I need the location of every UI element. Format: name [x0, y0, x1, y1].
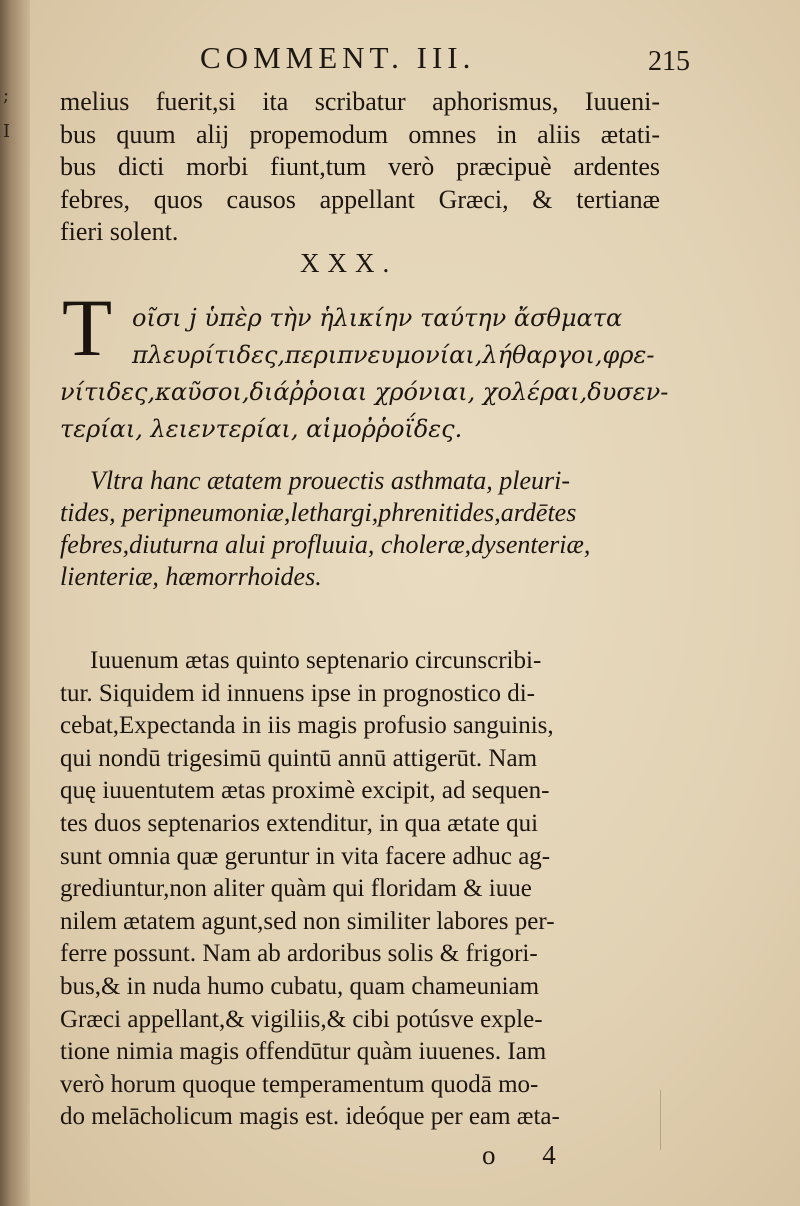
- commentary-line: Iuuenum ætas quinto septenario circunscribi-: [90, 647, 542, 674]
- commentary-line: do melācholicum magis est. ideóque per eam æta-: [60, 1103, 560, 1131]
- commentary-line: grediuntur,non aliter quàm qui floridam & iuue: [60, 875, 532, 903]
- signature-mark: o 4: [482, 1140, 576, 1170]
- paragraph-continuation: [60, 86, 660, 249]
- commentary-line: tur. Siquidem id innuens ipse in prognostico di-: [60, 679, 535, 707]
- page-number: 215: [648, 46, 690, 77]
- running-head: COMMENT. III.: [200, 40, 476, 75]
- commentary-line: qui nondū trigesimū quintū annū attigerūt. Nam: [60, 744, 538, 772]
- commentary-line: cebat,Expectanda in iis magis profusio sanguinis,: [60, 712, 554, 740]
- commentary-line: bus,& in nuda humo cubatu, quam chameuniam: [60, 972, 540, 1000]
- latin-line: Vltra hanc ætatem prouectis asthmata, pleuri-: [90, 466, 570, 495]
- commentary-line: quę iuuentutem ætas proximè excipit, ad sequen-: [60, 777, 550, 805]
- gutter-mark: ;: [3, 85, 10, 106]
- text-line: fieri solent.: [60, 217, 179, 246]
- page-header: [60, 40, 690, 80]
- commentary-line: verò horum quoque temperamentum quodā mo-: [60, 1070, 539, 1098]
- commentary-line: nilem ætatem agunt,sed non similiter labores per-: [60, 907, 555, 935]
- commentary-line: ferre possunt. Nam ab ardoribus solis & frigori-: [60, 940, 538, 968]
- commentary-line: sunt omnia quæ geruntur in vita facere adhuc ag-: [60, 842, 551, 870]
- greek-line: νίτιδες,καῦσοι,διάῤῥοιαι χρόνιαι, χολέραι,δυσεν-: [60, 378, 669, 406]
- page-crease: [660, 1090, 661, 1150]
- commentary-line: Græci appellant,& vigiliis,& cibi potúsve exple-: [60, 1005, 543, 1033]
- text-line: febres, quos causos appellant Græci, & tertianæ: [60, 184, 660, 214]
- commentary: [60, 645, 640, 1134]
- text-line: bus quum alij propemodum omnes in aliis ætati-: [60, 119, 660, 149]
- gutter-mark: I: [3, 121, 11, 142]
- greek-line: τερίαι, λειεντερίαι, αἱμοῤῥοΐδες.: [60, 415, 463, 443]
- latin-line: lienteriæ, hæmorrhoides.: [60, 562, 322, 591]
- page-gutter: [0, 0, 30, 1206]
- commentary-line: tione nimia magis offendūtur quàm iuuenes. Iam: [60, 1038, 547, 1066]
- greek-line: πλευρίτιδες,περιπνευμονίαι,λήθαργοι,φρε-: [132, 341, 655, 369]
- latin-translation: [60, 465, 650, 593]
- drop-cap: T: [62, 282, 113, 373]
- gutter-marks: [3, 85, 13, 157]
- text-line: bus dicti morbi fiunt,tum verò præcipuè ardentes: [60, 152, 660, 181]
- latin-line: febres,diuturna alui profluuia, choleræ,dysenteriæ,: [60, 530, 591, 559]
- greek-line: οῖσι ϳ ὑπὲρ τὴν ἡλικίην ταύτην ἄσθματα: [132, 304, 623, 332]
- latin-line: tides, peripneumoniæ,lethargi,phrenitides,ardētes: [60, 498, 577, 527]
- text-line: melius fuerit,si ita scribatur aphorismus, Iuueni-: [60, 87, 660, 116]
- commentary-line: tes duos septenarios extenditur, in qua ætate qui: [60, 809, 539, 837]
- section-heading: XXX.: [300, 248, 398, 278]
